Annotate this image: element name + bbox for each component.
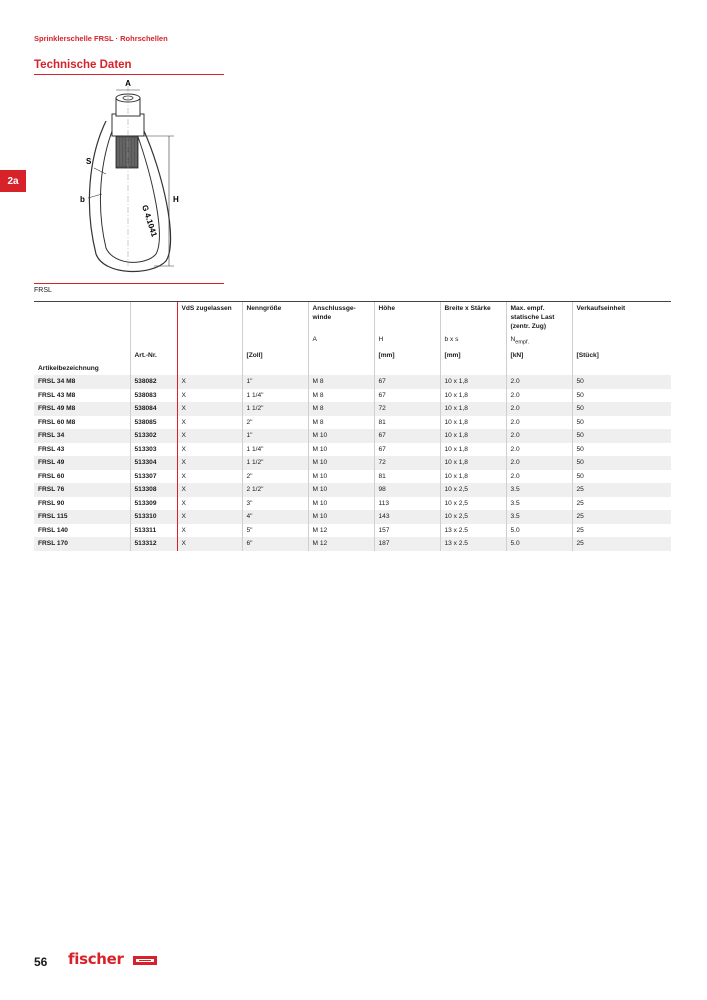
page-number: 56 (34, 955, 48, 969)
unit-height: [mm] (374, 349, 440, 362)
table-cell: 1" (242, 429, 308, 443)
table-cell: 2.0 (506, 375, 572, 389)
table-cell: 157 (374, 524, 440, 538)
table-cell: FRSL 140 (38, 526, 68, 534)
header-cell (130, 302, 177, 334)
table-cell: 3.5 (506, 510, 572, 524)
table-cell: 50 (572, 375, 671, 389)
symbol-width: b x s (440, 333, 506, 349)
table-row (34, 470, 671, 484)
table-row (34, 402, 671, 416)
table-cell: 513302 (130, 429, 177, 443)
table-cell: M 10 (308, 497, 374, 511)
table-cell: X (177, 402, 242, 416)
brand-mark-icon (133, 956, 157, 965)
symbol-load: $N_{empf.}$ (506, 333, 572, 349)
unit-sales: [Stück] (572, 349, 671, 362)
table-cell: 538082 (130, 375, 177, 389)
table-cell: 50 (572, 456, 671, 470)
table-cell: 10 x 1,8 (440, 429, 506, 443)
table-cell: 3.5 (506, 497, 572, 511)
header-sales-unit: Verkaufseinheit (572, 302, 671, 334)
table-cell: 513310 (130, 510, 177, 524)
vds-stamp: G 4.1041 (140, 203, 159, 238)
table-cell: M 10 (308, 470, 374, 484)
table-cell: 25 (572, 497, 671, 511)
table-cell: X (177, 416, 242, 430)
table-cell: 50 (572, 389, 671, 403)
table-cell: X (177, 537, 242, 551)
table-cell: M 10 (308, 510, 374, 524)
table-cell: M 10 (308, 443, 374, 457)
spec-table-wrap (34, 301, 671, 551)
table-cell: 5.0 (506, 537, 572, 551)
header-cell (34, 302, 130, 334)
table-cell: FRSL 60 M8 (38, 418, 76, 426)
table-cell: FRSL 60 (38, 472, 65, 480)
table-cell: 10 x 2,5 (440, 497, 506, 511)
table-cell: 10 x 1,8 (440, 456, 506, 470)
table-cell: 2" (242, 470, 308, 484)
table-cell: 10 x 2,5 (440, 510, 506, 524)
product-drawing (34, 76, 224, 281)
brand-logo: fischer (68, 950, 124, 968)
table-cell: 25 (572, 524, 671, 538)
dim-a-label: A (125, 79, 131, 88)
table-cell: 67 (374, 389, 440, 403)
breadcrumb: Sprinklerschelle FRSL · Rohrschellen (34, 34, 168, 43)
table-cell: 538085 (130, 416, 177, 430)
table-cell: 10 x 1,8 (440, 402, 506, 416)
symbol-thread: A (308, 333, 374, 349)
table-cell: 513309 (130, 497, 177, 511)
label-article: Artikelbezeichnung (34, 362, 130, 375)
table-cell: 3" (242, 497, 308, 511)
table-cell: 67 (374, 375, 440, 389)
table-cell: M 10 (308, 456, 374, 470)
table-cell: 50 (572, 443, 671, 457)
table-cell: M 8 (308, 389, 374, 403)
table-row (34, 537, 671, 551)
table-cell: 513304 (130, 456, 177, 470)
table-cell: 10 x 1,8 (440, 470, 506, 484)
table-cell: 5.0 (506, 524, 572, 538)
table-cell: 1 1/2" (242, 456, 308, 470)
table-cell: X (177, 483, 242, 497)
table-cell: FRSL 43 (38, 445, 65, 453)
header-vds: VdS zugelassen (177, 302, 242, 334)
title-divider (34, 74, 224, 75)
table-cell: X (177, 510, 242, 524)
table-cell: X (177, 375, 242, 389)
table-cell: FRSL 49 M8 (34, 402, 130, 416)
table-cell: FRSL 43 M8 (38, 391, 76, 399)
chapter-tab: 2a (0, 170, 26, 192)
table-cell: M 12 (308, 537, 374, 551)
table-cell: 67 (374, 443, 440, 457)
table-cell: 2.0 (506, 416, 572, 430)
table-row (34, 429, 671, 443)
table-cell: 2 1/2" (242, 483, 308, 497)
table-cell: 1 1/4" (242, 443, 308, 457)
table-cell: X (177, 389, 242, 403)
table-cell: X (177, 470, 242, 484)
table-cell: X (177, 497, 242, 511)
table-cell: 13 x 2.5 (440, 537, 506, 551)
table-cell: X (177, 524, 242, 538)
dim-h-label: H (173, 195, 179, 204)
table-row (34, 443, 671, 457)
table-cell: 1" (242, 375, 308, 389)
table-cell: M 10 (308, 483, 374, 497)
header-thread: Anschlussge- winde (308, 302, 374, 334)
table-cell: 81 (374, 470, 440, 484)
table-cell: 538083 (130, 389, 177, 403)
table-cell: 81 (374, 416, 440, 430)
header-max-load: Max. empf. statische Last (zentr. Zug) (506, 302, 572, 334)
table-cell: FRSL 90 (38, 499, 65, 507)
table-cell: 25 (572, 510, 671, 524)
table-row (34, 456, 671, 470)
table-cell: 143 (374, 510, 440, 524)
table-cell: 2.0 (506, 443, 572, 457)
header-nominal-size: Nenngröße (242, 302, 308, 334)
table-row (34, 416, 671, 430)
unit-load: [kN] (506, 349, 572, 362)
table-cell: 113 (374, 497, 440, 511)
table-cell: X (177, 443, 242, 457)
section-title: Technische Daten (34, 59, 132, 71)
table-cell: FRSL 170 (34, 537, 130, 551)
table-cell: 2.0 (506, 456, 572, 470)
table-cell: 50 (572, 429, 671, 443)
table-cell: 72 (374, 456, 440, 470)
table-label-row (34, 362, 671, 375)
table-cell: 1 1/2" (242, 402, 308, 416)
spec-table (34, 301, 671, 551)
table-cell: 50 (572, 402, 671, 416)
table-cell: 72 (374, 402, 440, 416)
table-cell: 2.0 (506, 429, 572, 443)
table-cell: 2.0 (506, 402, 572, 416)
table-cell: 513311 (130, 524, 177, 538)
table-cell: FRSL 34 (34, 429, 130, 443)
table-cell: FRSL 34 M8 (34, 375, 130, 389)
table-cell: 10 x 1,8 (440, 416, 506, 430)
table-cell: FRSL 76 (34, 483, 130, 497)
table-row (34, 497, 671, 511)
table-cell: 50 (572, 470, 671, 484)
table-cell: 67 (374, 429, 440, 443)
table-row (34, 375, 671, 389)
table-cell: 2.0 (506, 470, 572, 484)
table-row (34, 524, 671, 538)
table-cell: 10 x 2,5 (440, 483, 506, 497)
unit-width: [mm] (440, 349, 506, 362)
symbol-height: H (374, 333, 440, 349)
table-cell: 513312 (130, 537, 177, 551)
table-cell: FRSL 115 (34, 510, 130, 524)
table-cell: M 8 (308, 416, 374, 430)
table-cell: 25 (572, 537, 671, 551)
table-cell: X (177, 456, 242, 470)
table-cell: X (177, 429, 242, 443)
table-cell: 187 (374, 537, 440, 551)
table-row (34, 389, 671, 403)
table-cell: 1 1/4" (242, 389, 308, 403)
dim-s-label: S (86, 157, 92, 166)
table-cell: M 8 (308, 375, 374, 389)
unit-size: [Zoll] (242, 349, 308, 362)
dim-b-label: b (80, 195, 85, 204)
table-cell: M 8 (308, 402, 374, 416)
header-height: Höhe (374, 302, 440, 334)
table-row (34, 510, 671, 524)
table-cell: M 12 (308, 524, 374, 538)
table-symbol-row (34, 333, 671, 349)
table-cell: 10 x 1,8 (440, 443, 506, 457)
table-row (34, 483, 671, 497)
table-cell: 2.0 (506, 389, 572, 403)
table-unit-row (34, 349, 671, 362)
table-cell: M 10 (308, 429, 374, 443)
table-cell: 50 (572, 416, 671, 430)
table-cell: 513308 (130, 483, 177, 497)
table-cell: 10 x 1,8 (440, 375, 506, 389)
table-cell: 538084 (130, 402, 177, 416)
table-cell: 98 (374, 483, 440, 497)
header-width-thickness: Breite x Stärke (440, 302, 506, 334)
table-cell: 25 (572, 483, 671, 497)
table-cell: 2" (242, 416, 308, 430)
table-cell: 3.5 (506, 483, 572, 497)
table-cell: 13 x 2.5 (440, 524, 506, 538)
table-cell: 513307 (130, 470, 177, 484)
table-cell: 513303 (130, 443, 177, 457)
drawing-divider (34, 283, 224, 284)
table-cell: 5" (242, 524, 308, 538)
table-cell: FRSL 49 (34, 456, 130, 470)
figure-caption: FRSL (34, 287, 52, 294)
unit-art-nr: Art.-Nr. (130, 349, 177, 362)
table-header-row (34, 302, 671, 334)
table-cell: 10 x 1,8 (440, 389, 506, 403)
table-cell: 4" (242, 510, 308, 524)
table-cell: 6" (242, 537, 308, 551)
table-body (34, 375, 671, 551)
